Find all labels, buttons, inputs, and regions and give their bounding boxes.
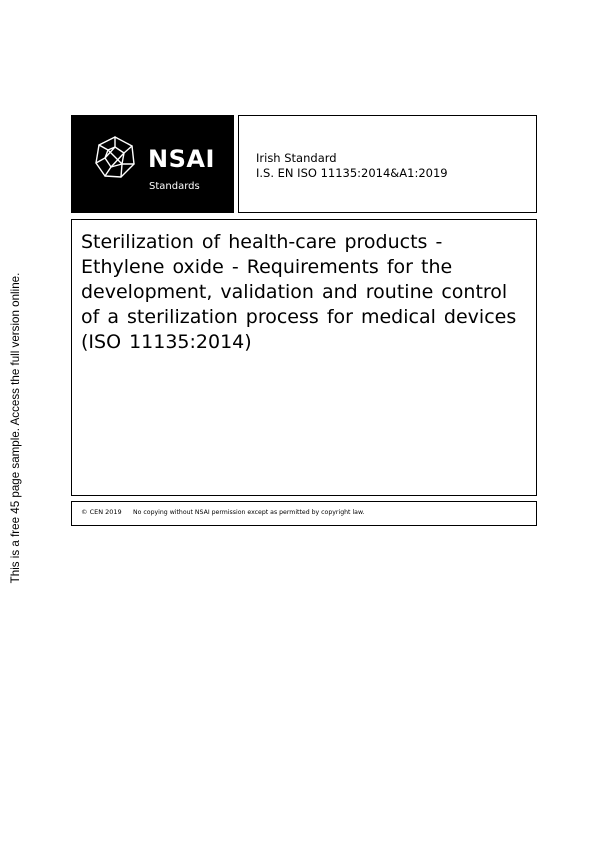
sample-notice-vertical: This is a free 45 page sample. Access the full version online. (9, 272, 22, 584)
copyright-holder: © CEN 2019 (81, 508, 122, 516)
copyright-notice: No copying without NSAI permission except as permitted by copyright law. (133, 509, 365, 516)
standard-number: I.S. EN ISO 11135:2014&A1:2019 (256, 166, 448, 180)
document-title: Sterilization of health-care products - Ethylene oxide - Requirements for the development, validation and routine control of a sterilization process for medical devices (ISO 11135:2014) (81, 231, 517, 353)
logo-subtitle: Standards (149, 181, 200, 192)
copyright-footer (71, 501, 537, 526)
document-title-box (71, 219, 537, 496)
polyhedron-logo-icon (93, 135, 137, 179)
logo-wordmark: NSAI (148, 145, 215, 173)
standard-info-box (238, 115, 537, 213)
standard-type: Irish Standard (256, 151, 337, 165)
nsai-logo (71, 115, 234, 213)
